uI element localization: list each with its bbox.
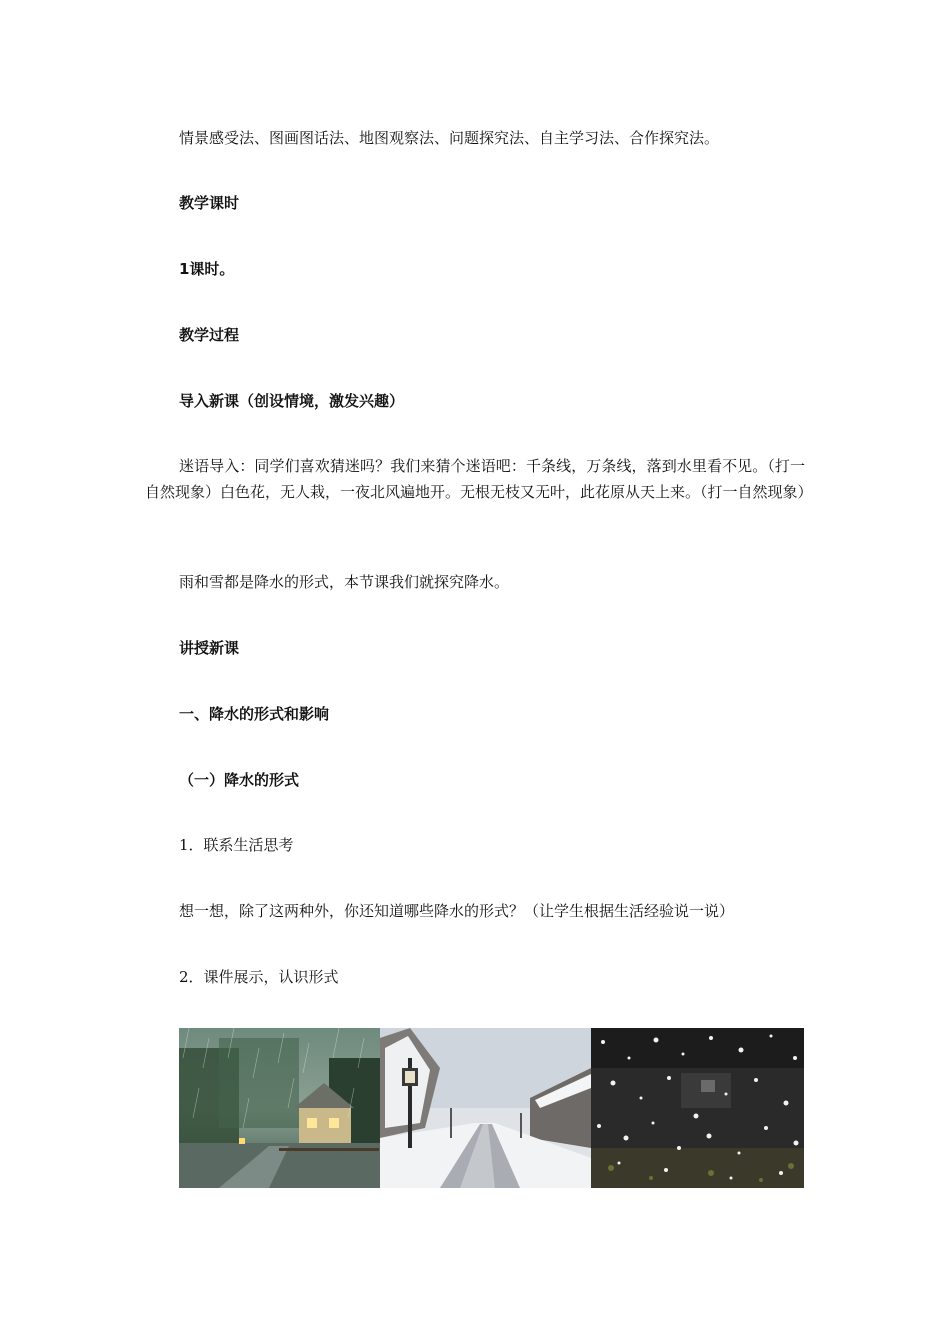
teaching-methods: 情景感受法、图画图话法、地图观察法、问题探究法、自主学习法、合作探究法。 [179,129,720,147]
heading-teaching-hours: 教学课时 [179,194,240,212]
introduction-paragraph: 迷语导入：同学们喜欢猜迷吗？我们来猜个迷语吧：千条线，万条线，落到水里看不见。（打一自然现象）白色花，无人栽，一夜北风遍地开。无根无枝又无叶，此花原从天上来。（打一自然现象） [145,457,813,501]
rain-photo [179,1028,380,1188]
step-2: 2．课件展示，认识形式 [179,968,339,986]
snow-photo [380,1028,591,1188]
introduction-conclusion: 雨和雪都是降水的形式，本节课我们就探究降水。 [179,573,510,591]
question-1: 想一想，除了这两种外，你还知道哪些降水的形式？（让学生根据生活经验说一说） [179,902,735,920]
subsection-heading-1: （一）降水的形式 [179,771,300,789]
section-heading-1: 一、降水的形式和影响 [179,705,330,723]
heading-teaching-process: 教学过程 [179,326,240,344]
heading-introduction: 导入新课（创设情境，激发兴趣） [179,392,405,410]
teaching-hours-value: 1课时。 [179,260,235,278]
heading-new-lesson: 讲授新课 [179,639,240,657]
step-1: 1．联系生活思考 [179,836,294,854]
hail-photo [591,1028,804,1188]
